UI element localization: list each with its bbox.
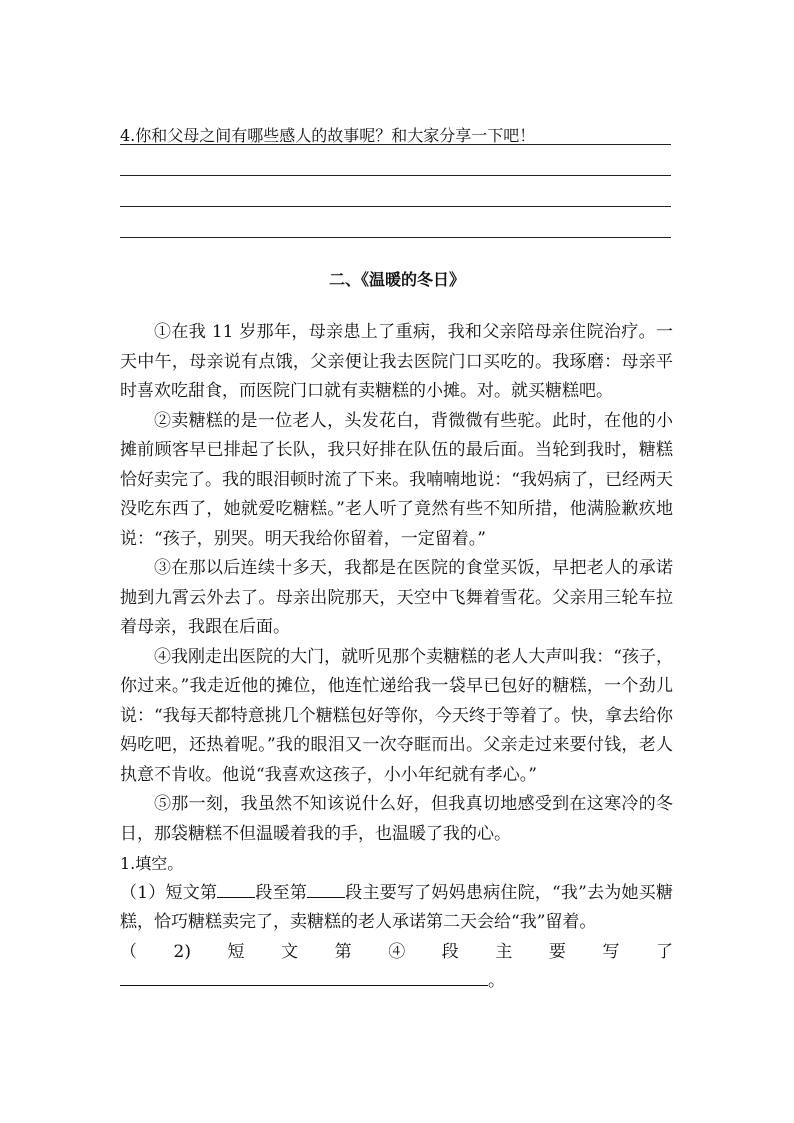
fill-blank[interactable]	[217, 879, 255, 898]
paragraph-1: ①在我 11 岁那年，母亲患上了重病，我和父亲陪母亲住院治疗。一天中午，母亲说有点饿，父亲便让我去医院门口买吃的。我琢磨：母亲平时喜欢吃甜食，而医院门口就有卖糖糕的小摊。对。就买糖糕吧。	[120, 322, 673, 401]
answer-line	[120, 175, 671, 176]
question-4: 4.你和父母之间有哪些感人的故事呢？和大家分享一下吧！	[120, 126, 536, 145]
paragraph-2: ②卖糖糕的是一位老人，头发花白，背微微有些驼。此时，在他的小摊前顾客早已排起了长队，我只好排在队伍的最后面。当轮到我时，糖糕恰好卖完了。我的眼泪顿时流了下来。我喃喃地说：“我妈病了，已经两天没吃东西了，她就爱吃糖糕。”老人听了竟然有些不知所措，他满脸歉疚地说：“孩子，别哭。明天我给你留着，一定留着。”	[120, 410, 673, 549]
paragraph-3: ③在那以后连续十多天，我都是在医院的食堂买饭，早把老人的承诺抛到九霄云外去了。母亲出院那天，天空中飞舞着雪花。父亲用三轮车拉着母亲，我跟在后面。	[120, 558, 673, 637]
article-body	[120, 318, 673, 997]
q1-1-text-a: （1）短文第	[120, 882, 218, 903]
answer-line	[120, 206, 671, 207]
answer-line	[120, 144, 671, 145]
paragraph-4: ④我刚走出医院的大门，就听见那个卖糖糕的老人大声叫我：“孩子，你过来。”我走近他的摊位，他连忙递给我一袋早已包好的糖糕，一个劲儿说：“我每天都特意挑几个糖糕包好等你，今天终于等着了。快，拿去给你妈吃吧，还热着呢。”我的眼泪又一次夺眶而出。父亲走过来要付钱，老人执意不肯收。他说“我喜欢这孩子，小小年纪就有孝心。”	[120, 646, 673, 785]
question-1-1	[120, 879, 673, 938]
q1-1-text-b: 段至第	[255, 882, 308, 903]
question-1-label: 1.填空。	[120, 854, 184, 873]
fill-blank[interactable]	[307, 879, 345, 898]
question-1-2	[120, 938, 673, 997]
q1-2-text-b: 。	[488, 971, 505, 991]
q1-1-text-c: 段主要写了妈妈患病住院，“我”去为她买糖糕，恰巧糖糕卖完了，卖糖糕的老人承诺第二天会给“我”留着。	[120, 882, 673, 932]
q1-2-text-a: （2)短文第④段主要写了	[120, 941, 673, 962]
paragraph-5: ⑤那一刻，我虽然不知该说什么好，但我真切地感受到在这寒冷的冬日，那袋糖糕不但温暖着我的手，也温暖了我的心。	[120, 794, 673, 844]
fill-blank[interactable]	[120, 967, 488, 986]
answer-line	[120, 237, 671, 238]
section-title: 二、《温暖的冬日》	[328, 270, 465, 289]
